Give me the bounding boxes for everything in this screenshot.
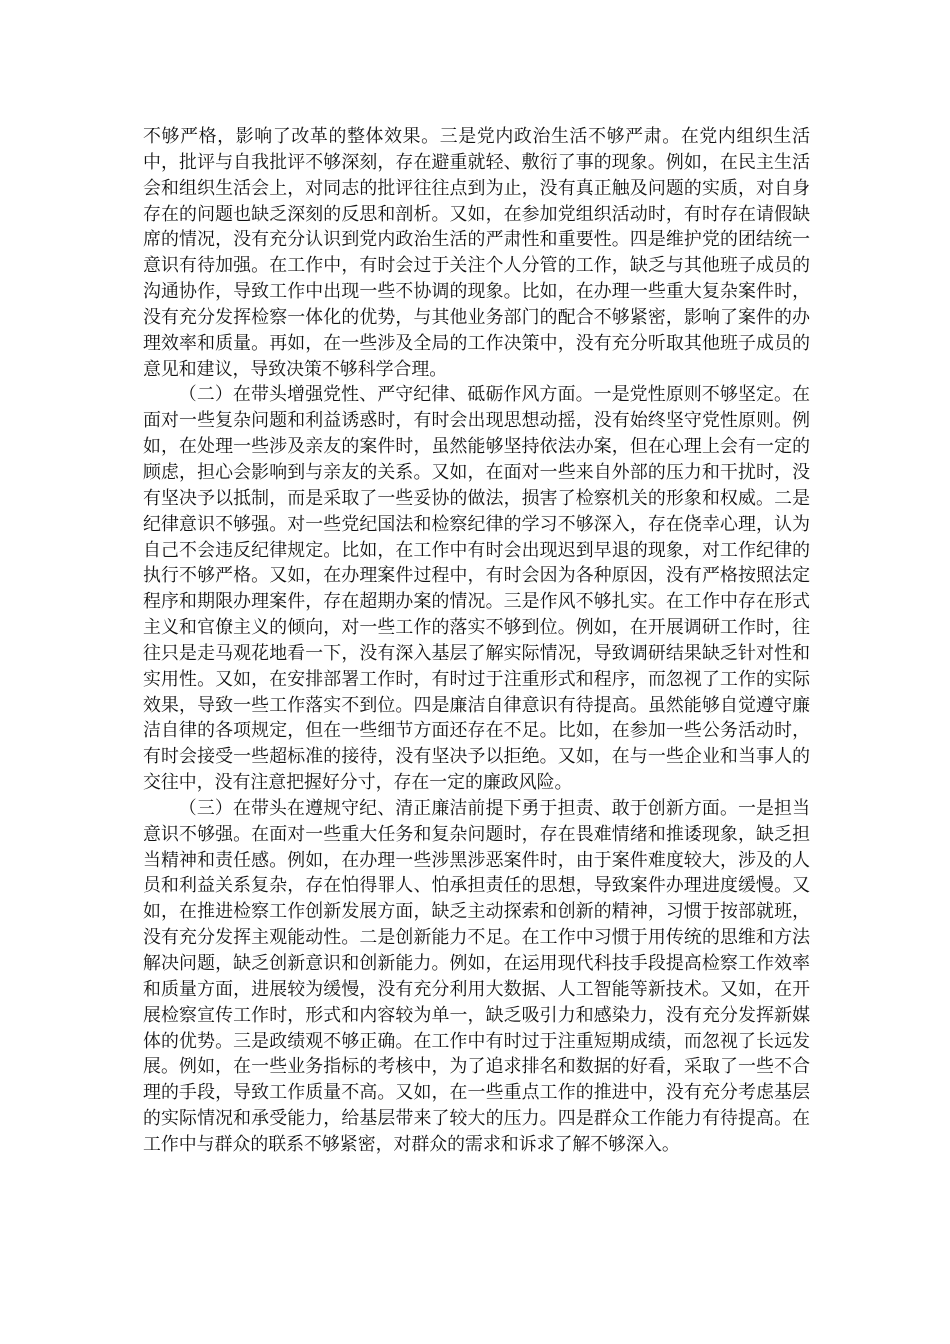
document-body [143,124,810,1158]
paragraph-section-2: （二）在带头增强党性、严守纪律、砥砺作风方面。一是党性原则不够坚定。在面对一些复杂问题和利益诱惑时，有时会出现思想动摇，没有始终坚守党性原则。例如，在处理一些涉及亲友的案件时，虽然能够坚持依法办案，但在心理上会有一定的顾虑，担心会影响到与亲友的关系。又如，在面对一些来自外部的压力和干扰时，没有坚决予以抵制，而是采取了一些妥协的做法，损害了检察机关的形象和权威。二是纪律意识不够强。对一些党纪国法和检察纪律的学习不够深入，存在侥幸心理，认为自己不会违反纪律规定。比如，在工作中有时会出现迟到早退的现象，对工作纪律的执行不够严格。又如，在办理案件过程中，有时会因为各种原因，没有严格按照法定程序和期限办理案件，存在超期办案的情况。三是作风不够扎实。在工作中存在形式主义和官僚主义的倾向，对一些工作的落实不够到位。例如，在开展调研工作时，往往只是走马观花地看一下，没有深入基层了解实际情况，导致调研结果缺乏针对性和实用性。又如，在安排部署工作时，有时过于注重形式和程序，而忽视了工作的实际效果，导致一些工作落实不到位。四是廉洁自律意识有待提高。虽然能够自觉遵守廉洁自律的各项规定，但在一些细节方面还存在不足。比如，在参加一些公务活动时，有时会接受一些超标准的接待，没有坚决予以拒绝。又如，在与一些企业和当事人的交往中，没有注意把握好分寸，存在一定的廉政风险。 [143,384,810,794]
paragraph-section-3: （三）在带头在遵规守纪、清正廉洁前提下勇于担责、敢于创新方面。一是担当意识不够强。在面对一些重大任务和复杂问题时，存在畏难情绪和推诿现象，缺乏担当精神和责任感。例如，在办理一些涉黑涉恶案件时，由于案件难度较大，涉及的人员和利益关系复杂，存在怕得罪人、怕承担责任的思想，导致案件办理进度缓慢。又如，在推进检察工作创新发展方面，缺乏主动探索和创新的精神，习惯于按部就班，没有充分发挥主观能动性。二是创新能力不足。在工作中习惯于用传统的思维和方法解决问题，缺乏创新意识和创新能力。例如，在运用现代科技手段提高检察工作效率和质量方面，进展较为缓慢，没有充分利用大数据、人工智能等新技术。又如，在开展检察宣传工作时，形式和内容较为单一，缺乏吸引力和感染力，没有充分发挥新媒体的优势。三是政绩观不够正确。在工作中有时过于注重短期成绩，而忽视了长远发展。例如，在一些业务指标的考核中，为了追求排名和数据的好看，采取了一些不合理的手段，导致工作质量不高。又如，在一些重点工作的推进中，没有充分考虑基层的实际情况和承受能力，给基层带来了较大的压力。四是群众工作能力有待提高。在工作中与群众的联系不够紧密，对群众的需求和诉求了解不够深入。 [143,797,810,1155]
paragraph-continuation: 不够严格，影响了改革的整体效果。三是党内政治生活不够严肃。在党内组织生活中，批评与自我批评不够深刻，存在避重就轻、敷衍了事的现象。例如，在民主生活会和组织生活会上，对同志的批评往往点到为止，没有真正触及问题的实质，对自身存在的问题也缺乏深刻的反思和剖析。又如，在参加党组织活动时，有时存在请假缺席的情况，没有充分认识到党内政治生活的严肃性和重要性。四是维护党的团结统一意识有待加强。在工作中，有时会过于关注个人分管的工作，缺乏与其他班子成员的沟通协作，导致工作中出现一些不协调的现象。比如，在办理一些重大复杂案件时，没有充分发挥检察一体化的优势，与其他业务部门的配合不够紧密，影响了案件的办理效率和质量。再如，在一些涉及全局的工作决策中，没有充分听取其他班子成员的意见和建议，导致决策不够科学合理。 [143,126,810,380]
